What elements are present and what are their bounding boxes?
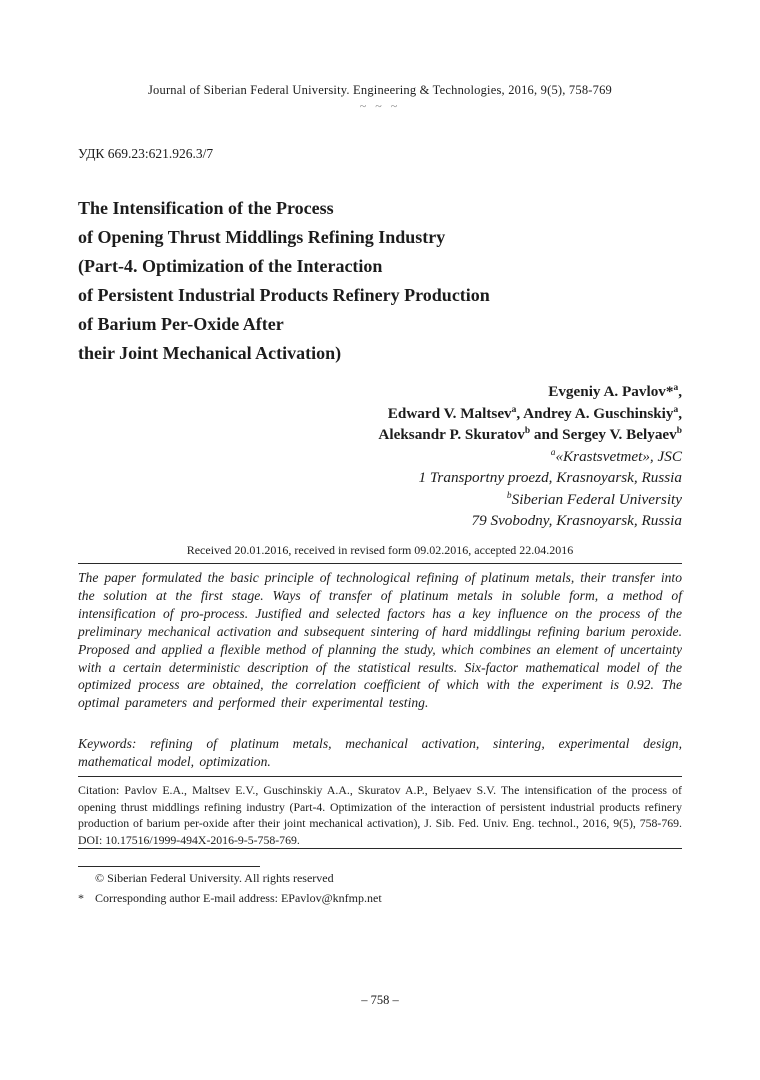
header-tilde-separator: ~ ~ ~ (359, 99, 401, 113)
author-name: and Sergey V. Belyaev (530, 426, 677, 443)
affiliation-superscript: b (524, 425, 531, 436)
title-line: their Joint Mechanical Activation) (78, 343, 342, 363)
corresponding-author-text: Corresponding author E-mail address: EPavlov@knfmp.net (95, 891, 382, 905)
udc-code: УДК 669.23:621.926.3/7 (78, 146, 214, 161)
affiliation-superscript: b (676, 425, 682, 436)
title-line: of Barium Per-Oxide After (78, 314, 284, 334)
author-separator: , (678, 404, 682, 422)
title-line: The Intensification of the Process (78, 198, 334, 218)
title-line: of Opening Thrust Middlings Refining Industry (78, 227, 446, 247)
divider-below-citation (78, 848, 682, 849)
copyright-notice: © Siberian Federal University. All rights reserved (95, 871, 334, 885)
affiliation-superscript: a (550, 447, 556, 458)
received-dates-line: Received 20.01.2016, received in revised form 09.02.2016, accepted 22.04.2016 (186, 543, 574, 557)
corresponding-author-note (78, 891, 682, 906)
page-number: – 758 – (361, 993, 399, 1007)
article-title (78, 194, 682, 368)
affiliation-superscript: a (511, 404, 517, 415)
byline-block (78, 381, 682, 532)
author-name: Aleksandr P. Skuratov (378, 426, 525, 443)
author-name: Evgeniy A. Pavlov* (548, 383, 674, 400)
title-line: of Persistent Industrial Products Refinery Production (78, 285, 490, 305)
divider-above-citation (78, 776, 682, 777)
author-line-2 (78, 403, 682, 425)
footnote-rule (78, 866, 260, 867)
affiliation-line-4 (78, 510, 682, 532)
journal-header-line: Journal of Siberian Federal University. Engineering & Technologies, 2016, 9(5), 758-769 (147, 83, 612, 97)
keywords-text: Keywords: refining of platinum metals, mechanical activation, sintering, experimental design, mathematical model, optimization. (78, 736, 682, 769)
affiliation-text: 79 Svobodny, Krasnoyarsk, Russia (471, 512, 682, 529)
affiliation-superscript: b (506, 490, 512, 501)
author-name: , Andrey A. Guschinskiy (516, 404, 674, 422)
citation-block: Citation: Pavlov E.A., Maltsev E.V., Guschinskiy A.A., Skuratov A.P., Belyaev S.V. The intensification of the process of opening thrust middlings refining industry (Part-4. Optimization of the interaction of persistent industrial products refinery production of barium per-oxide after their joint mechanical activation), J. Sib. Fed. Univ. Eng. technol., 2016, 9(5), 758-769. DOI: 10.17516/1999-494X-2016-9-5-758-769. (78, 783, 682, 847)
affiliation-text: Siberian Federal University (511, 490, 682, 508)
affiliation-line-3 (78, 489, 682, 511)
author-name: Edward V. Maltsev (387, 404, 512, 422)
abstract-text: The paper formulated the basic principle of technological refining of platinum metals, their transfer into the solution at the first stage. Ways of transfer of platinum metals in soluble form, a method of intensification of pro-process. Justified and selected factors has a key influence on the process of the preliminary mechanical activation and subsequent sintering of hard middlingы refining barium peroxide. Proposed and applied a flexible method of planning the study, which combines an element of uncertainty with a certain deterministic description of the statistical results. Six-factor mathematical model of the optimized process are obtained, the correlation coefficient of which with the experiment is 0.92. The optimal parameters and performed their experimental testing. (78, 570, 682, 711)
title-line: (Part-4. Optimization of the Interaction (78, 256, 383, 276)
author-line-1 (78, 381, 682, 403)
affiliation-superscript: a (673, 404, 679, 415)
affiliation-line-1 (78, 446, 682, 468)
affiliation-line-2 (78, 467, 682, 489)
affiliation-superscript: a (673, 382, 679, 393)
author-line-3 (78, 424, 682, 446)
affiliation-text: 1 Transportny proezd, Krasnoyarsk, Russia (418, 469, 682, 486)
footnote-asterisk: * (78, 891, 84, 905)
divider-above-abstract (78, 563, 682, 564)
affiliation-text: «Krastsvetmet», JSC (555, 447, 682, 465)
author-separator: , (678, 383, 682, 400)
